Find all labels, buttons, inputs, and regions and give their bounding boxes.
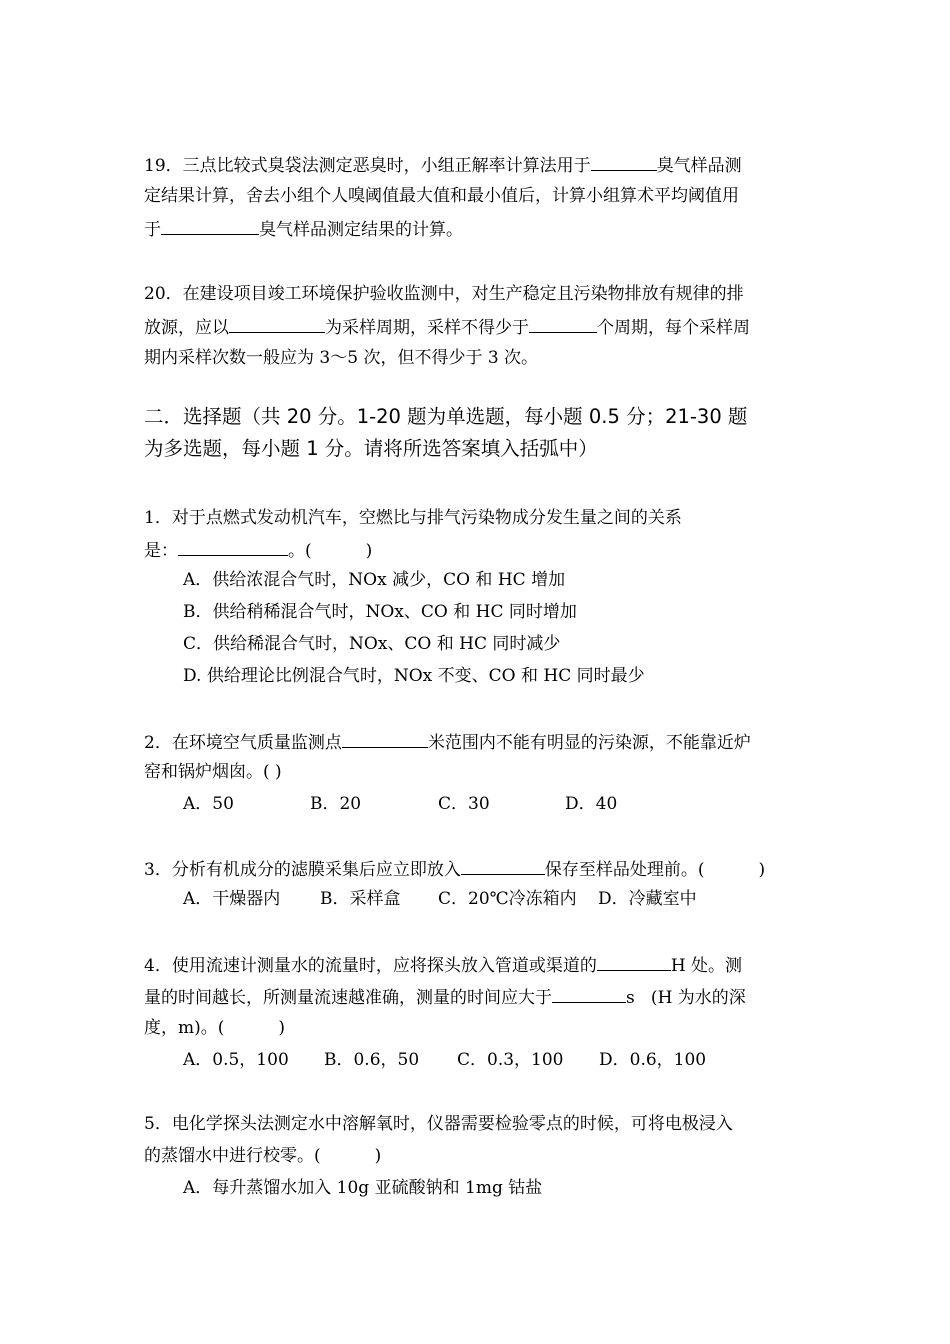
c1-line-1: 1．对于点燃式发动机汽车，空燃比与排气污染物成分发生量之间的关系 [144, 508, 682, 528]
c4-line-3: 度，m)。( ) [144, 1018, 286, 1038]
section-heading: 为多选题，每小题 1 分。请将所选答案填入括弧中） [144, 437, 598, 460]
answer-blank[interactable] [342, 729, 428, 748]
c3-option-c[interactable]: C．20℃冷冻箱内 [438, 889, 577, 909]
c1-option-a[interactable]: A．供给浓混合气时，NOx 减少，CO 和 HC 增加 [183, 570, 566, 590]
answer-blank[interactable] [461, 856, 545, 875]
c3-option-a[interactable]: A．干燥器内 [183, 889, 281, 909]
c3-line-1: 3．分析有机成分的滤膜采集后应立即放入 保存至样品处理前。( ) [144, 856, 765, 882]
c2-option-a[interactable]: A．50 [183, 794, 234, 814]
answer-blank[interactable] [529, 314, 597, 333]
answer-blank[interactable] [552, 984, 626, 1003]
c2-option-b[interactable]: B．20 [310, 794, 362, 814]
c1-line-2: 是： 。( ) [144, 537, 372, 563]
c4-option-d[interactable]: D．0.6，100 [599, 1050, 707, 1070]
q20-line-3: 期内采样次数一般应为 3～5 次，但不得少于 3 次。 [144, 348, 539, 368]
c3-option-b[interactable]: B．采样盒 [320, 889, 401, 909]
c2-option-c[interactable]: C．30 [438, 794, 490, 814]
c5-line-1: 5．电化学探头法测定水中溶解氧时，仪器需要检验零点的时候，可将电极浸入 [144, 1114, 733, 1134]
c2-line-2: 窑和锅炉烟囱。( ) [144, 762, 282, 782]
section-heading: 二．选择题（共 20 分。1-20 题为单选题，每小题 0.5 分；21-30 题 [144, 405, 748, 428]
c4-options [183, 1048, 706, 1072]
q19-line-1: 19．三点比较式臭袋法测定恶臭时，小组正解率计算法用于 臭气样品测 [144, 152, 742, 178]
answer-blank[interactable] [229, 314, 325, 333]
c4-option-c[interactable]: C．0.3，100 [457, 1050, 564, 1070]
c4-option-b[interactable]: B．0.6，50 [324, 1050, 420, 1070]
c4-line-1: 4．使用流速计测量水的流量时，应将探头放入管道或渠道的 H 处。测 [144, 952, 742, 978]
q19-line-2: 定结果计算，舍去小组个人嗅阈值最大值和最小值后，计算小组算术平均阈值用 [144, 186, 739, 206]
answer-blank[interactable] [161, 216, 259, 235]
c2-line-1: 2．在环境空气质量监测点 米范围内不能有明显的污染源，不能靠近炉 [144, 729, 751, 755]
c4-option-a[interactable]: A．0.5，100 [183, 1050, 289, 1070]
answer-blank[interactable] [591, 152, 657, 171]
answer-blank[interactable] [178, 537, 288, 556]
c4-line-2: 量的时间越长，所测量流速越准确，测量的时间应大于 s (H 为水的深 [144, 984, 746, 1010]
c2-option-d[interactable]: D．40 [565, 794, 618, 814]
c1-option-b[interactable]: B．供给稍稀混合气时，NOx、CO 和 HC 同时增加 [183, 602, 577, 622]
q20-line-1: 20．在建设项目竣工环境保护验收监测中，对生产稳定且污染物排放有规律的排 [144, 284, 744, 304]
q20-line-2: 放源，应以 为采样周期，采样不得少于 个周期，每个采样周 [144, 314, 750, 340]
c5-line-2: 的蒸馏水中进行校零。( ) [144, 1146, 382, 1166]
c3-options [183, 887, 697, 911]
c5-option-a[interactable]: A．每升蒸馏水加入 10g 亚硫酸钠和 1mg 钴盐 [183, 1178, 543, 1198]
c3-option-d[interactable]: D．冷藏室中 [598, 889, 697, 909]
c1-option-c[interactable]: C．供给稀混合气时，NOx、CO 和 HC 同时减少 [183, 634, 561, 654]
q19-line-3: 于 臭气样品测定结果的计算。 [144, 216, 463, 242]
c1-option-d[interactable]: D. 供给理论比例混合气时，NOx 不变、CO 和 HC 同时最少 [183, 666, 645, 686]
c2-options [183, 792, 617, 816]
answer-blank[interactable] [597, 952, 671, 971]
